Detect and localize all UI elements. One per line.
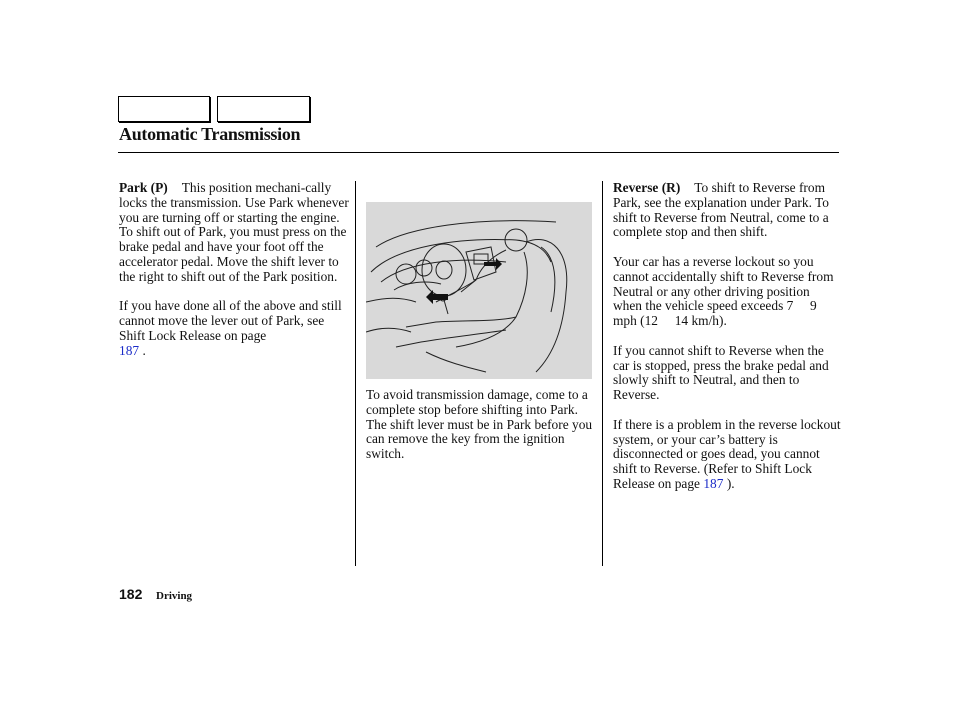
column-reverse [613,181,841,507]
column-divider [602,181,603,566]
lockout-problem-tail: ). [726,475,735,491]
title-rule [118,152,839,153]
nav-tab-box-2[interactable] [217,96,310,122]
section-name: Driving [156,590,193,602]
paragraph-reverse-lockout: Your car has a reverse lockout so you cannot accidentally shift to Reverse from Neutral or any other driving position when the vehicle speed exceeds 7 9 mph (12 14 km/h). [613,253,834,329]
lockout-problem-text: If there is a problem in the reverse lockout system, or your car’s battery is disconnected or goes dead, you cannot shift to Reverse. (Refer to Shift Lock Release on page [613,416,841,491]
paragraph-reverse [613,181,841,240]
paragraph-cannot-shift: If you cannot shift to Reverse when the car is stopped, press the brake pedal and slowly shift to Neutral, and then to Reverse. [613,342,829,403]
driver-shifting-gear-lever-illustration [366,202,592,379]
paragraph-lockout-problem [613,418,841,492]
paragraph-park [119,181,349,285]
reverse-heading: Reverse (R) [613,180,681,195]
paragraph-avoid-damage: To avoid transmission damage, come to a complete stop before shifting into Park. The shift lever must be in Park before you can remove the key from the ignition switch. [366,387,593,462]
reverse-text: To shift to Reverse from Park, see the explanation under Park. To shift to Reverse from Neutral, come to a complete stop and then shift. [613,180,829,240]
page-title: Automatic Transmission [119,124,301,144]
nav-tab-box-1[interactable] [118,96,210,122]
park-text: This position mechani-cally locks the transmission. Use Park whenever you are turning off or starting the engine. To shift out of Park, you must press on the brake pedal and have your foot off the accelerator pedal. Move the shift lever to the right to shift out of the Park position. [119,180,349,284]
paragraph-park-lock [119,299,349,358]
park-lock-text: If you have done all of the above and still cannot move the lever out of Park, see Shift Lock Release on page [119,298,342,343]
column-park [119,181,349,373]
page-number: 182 [119,586,143,602]
column-divider [355,181,356,566]
park-heading: Park (P) [119,180,168,195]
park-lock-tail: . [142,342,146,358]
page-link-187[interactable]: 187 [119,342,140,358]
page-link-187[interactable]: 187 [703,475,724,491]
column-shift-note [366,388,594,477]
illustration-svg [366,202,592,379]
